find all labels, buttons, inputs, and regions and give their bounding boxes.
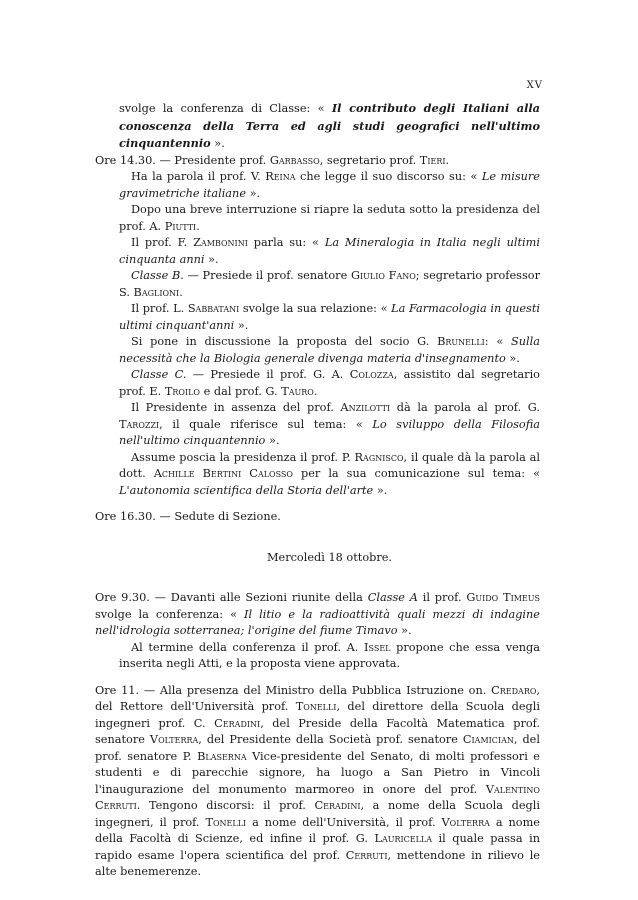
name: Credaro [491,683,537,697]
text-run: . [445,153,450,167]
name: Troilo [164,384,200,398]
text-run: il quale passa in rapido esame l'opera scientifica del prof. [95,832,540,862]
text-run: svolge la sua relazione: « [239,302,392,315]
text-run: a nome della Facoltà di Scienze, ed infine il prof. G. [95,815,540,845]
paragraph [95,334,540,367]
name: Cerruti [345,848,388,862]
text-run: Al termine della conferenza il prof. A. [131,640,365,654]
text-run: ; segretario professor S. [119,269,540,299]
text-run: ». [397,624,412,637]
name: Blaserna [197,749,247,763]
name: Achille Bertini Calosso [153,467,293,480]
text-run: che legge il suo discorso su: « [295,170,482,183]
name: Lauricella [374,832,433,845]
name: Zambonini [193,236,248,249]
title-italic: Il litio e la radioattività quali mezzi di indagine nell'idrologia sotterranea; l'origine del fiume Timavo [95,607,540,637]
paragraph [95,640,540,673]
title-italic: Le misure gravimetriche italiane [119,170,540,200]
text-run: ». [265,434,280,447]
name: Ciamician [462,733,514,746]
name: Ceradini [214,716,261,730]
paragraph [95,169,540,202]
text-run: parla su: « [247,236,325,249]
paragraph [95,450,540,500]
text-run: ». [505,351,520,365]
paragraph [95,202,540,235]
spacer [95,673,540,683]
text-run: , mettendone in rilievo le alte benemerenze. [95,848,540,878]
date-heading: Mercoledì 18 ottobre. [266,550,393,564]
name: Reina [265,170,296,183]
page-number: XV [526,80,543,91]
text-run: svolge la conferenza di Classe: « [119,102,332,115]
name: Issel [364,640,391,654]
text-run: Il prof. F. [131,236,194,249]
name: Volterra [441,815,490,829]
title-italic: Sulla necessità che la Biologia generale divenga materia d'insegnamento [119,335,540,365]
name: Garbasso [269,153,320,167]
text-run: , il quale riferisce sul tema: « [159,417,373,431]
session-ore-930 [95,590,540,640]
title-italic: L'autonomia scientifica della Storia dell'arte [119,483,374,497]
name: Anzilotti [340,401,391,414]
spacer [95,526,540,550]
name: Tieri [419,153,446,167]
text-run: il prof. [417,591,467,604]
text-run: , il quale dà la parola al dott. [119,450,540,480]
name: Piutti [164,219,197,233]
name: Baglioni [133,285,180,299]
class-label: Classe C. [131,368,187,381]
text-run: per la sua comunicazione sul tema: « [292,467,540,480]
name: Ragnisco [354,450,404,464]
text-run: ». [234,318,249,332]
name: Brunelli [437,335,485,348]
text-run: ». [204,252,219,266]
paragraph [95,400,540,450]
spacer [95,499,540,509]
text-run: Ha la parola il prof. V. [131,170,266,183]
text-run: Vice-presidente del Senato, di molti professori e studenti e di parecchie signore, ha luogo a San Pietro in Vincoli l'inaugurazione del monumento marmoreo in onore del prof. [95,749,540,796]
name: Volterra [149,733,199,746]
name: Colozza [349,368,394,381]
text-run: Il Presidente in assenza del prof. [131,401,341,414]
text-run: . [179,285,183,299]
name: Valentino Cerruti [95,782,540,812]
name: Tauro [281,384,314,398]
name: Tonelli [295,700,337,713]
session-ore-11 [95,683,540,881]
text-run: Dopo una breve interruzione si riapre la seduta sotto la presidenza del prof. A. [119,203,540,233]
text-run: dà la parola al prof. G. [390,401,540,414]
name: Guido Timeus [466,591,540,604]
title-italic: La Mineralogia in Italia negli ultimi cinquanta anni [119,236,540,266]
name: Sabbatani [187,302,240,315]
text-run: , del Presidente della Società prof. senatore [198,733,463,746]
text-run: Assume poscia la presidenza il prof. P. [131,450,355,464]
text-run: : « [484,335,511,348]
paragraph [95,367,540,400]
text-run: svolge la conferenza: « [95,607,245,621]
name: Giulio Fano [350,269,416,282]
text-run: ». [246,186,261,200]
text-run: . [313,384,318,398]
session-ore-1630: Ore 16.30. — Sedute di Sezione. [95,510,281,523]
spacer [95,566,540,590]
name: Tonelli [205,815,247,829]
text-run: , segretario prof. [319,153,420,167]
text-run: , del Rettore dell'Università prof. [95,683,540,713]
text-run: e dal prof. G. [199,384,282,398]
text-run: . [196,219,200,233]
title-italic: Lo sviluppo della Filosofia nell'ultimo cinquantennio [119,417,540,447]
text-run: propone che essa venga inserita negli Atti, e la proposta viene approvata. [119,640,541,670]
paragraph [95,235,540,268]
text-run: , a nome della Scuola degli ingegneri, il prof. [95,799,540,829]
text-run: , assistito dal segretario prof. E. [119,368,540,398]
text-run: ». [373,483,388,497]
text-run: , del direttore della Scuola degli ingegneri prof. C. [95,700,540,730]
title-italic: Il contributo degli Italiani alla conoscenza della Terra ed agli studi geografici nell'ultimo cinquantennio [119,101,540,150]
paragraph [95,301,540,334]
text-run: Ore 14.30. — Presidente prof. [95,153,270,167]
text-run: — Presiede il prof. G. A. [186,368,350,381]
session-ore-1430 [95,153,540,170]
text-run: Ore 11. — Alla presenza del Ministro della Pubblica Istruzione on. [95,683,492,697]
name: Tarozzi [119,417,160,431]
paragraph [95,268,540,301]
text-run: , del Preside della Facoltà Matematica prof. senatore [95,716,541,746]
title-italic: La Farmacologia in questi ultimi cinquant'anni [119,302,540,332]
class-label: Classe A [367,591,418,604]
body-text [95,100,540,881]
text-run: , del prof. senatore P. [95,733,540,763]
class-label: Classe B. [131,269,184,282]
name: Ceradini [314,799,361,812]
text-run: Il prof. L. [131,302,188,315]
text-run: . Tengono discorsi: il prof. [136,799,315,812]
text-run: ». [210,137,225,150]
text-run: Ore 9.30. — Davanti alle Sezioni riunite della [95,591,368,604]
text-run: Si pone in discussione la proposta del socio G. [131,335,438,348]
paragraph [95,100,540,153]
text-run: — Presiede il prof. senatore [183,269,351,282]
text-run: a nome dell'Università, il prof. [246,815,442,829]
